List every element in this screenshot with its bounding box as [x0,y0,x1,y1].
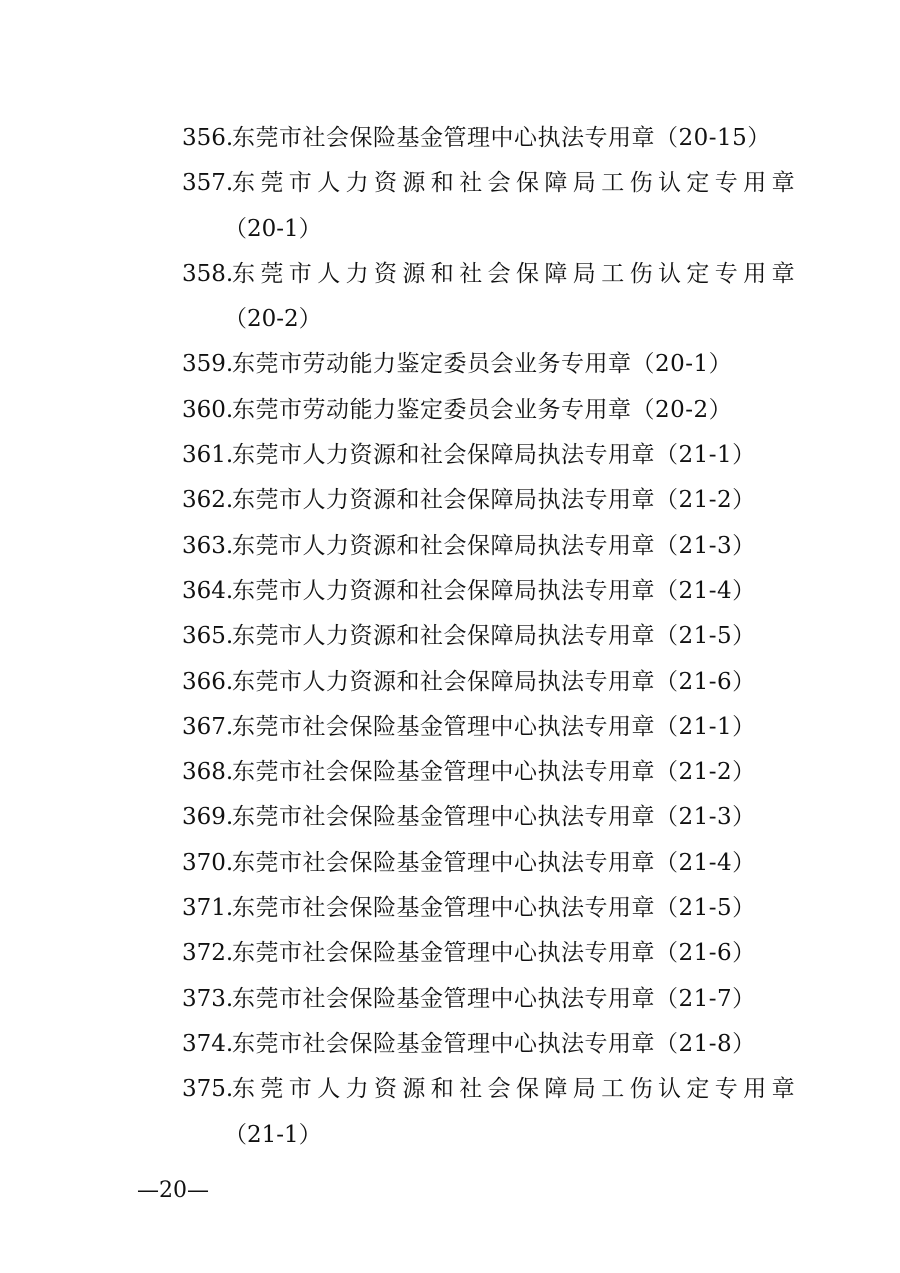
item-text: 东莞市人力资源和社会保障局执法专用章（21-2） [232,487,756,514]
item-text: 东莞市劳动能力鉴定委员会业务专用章（20-1） [232,351,733,378]
item-text: 东莞市人力资源和社会保障局执法专用章（21-3） [232,532,756,559]
item-text: 东莞市社会保险基金管理中心执法专用章（21-5） [232,895,756,922]
item-number: 368. [182,759,234,786]
item-text: 东莞市社会保险基金管理中心执法专用章（20-15） [232,125,771,151]
list-item [182,886,782,931]
item-number: 373. [182,985,234,1012]
list-item [182,388,782,433]
item-number: 356. [182,125,234,151]
list-item [182,116,782,161]
item-text: 东莞市社会保险基金管理中心执法专用章（21-7） [232,985,756,1012]
item-number: 367. [182,713,234,740]
item-number: 372. [182,940,234,967]
list-item [182,342,782,387]
item-number: 364. [182,577,234,604]
item-number: 375. [182,1076,234,1103]
item-text: 东莞市社会保险基金管理中心执法专用章（21-8） [232,1030,756,1057]
list-item [182,1022,782,1067]
list-item [182,478,782,523]
seal-list [182,116,800,1158]
item-text: 东莞市人力资源和社会保障局执法专用章（21-1） [232,442,756,469]
list-item-continuation: （20-2） [224,306,322,333]
item-number: 366. [182,668,234,695]
list-item [182,977,782,1022]
list-item [182,252,800,297]
list-item [182,750,782,795]
item-text: 东莞市人力资源和社会保障局执法专用章（21-5） [232,623,756,650]
item-number: 362. [182,487,234,514]
list-item [182,569,782,614]
item-text: 东莞市人力资源和社会保障局工伤认定专用章 [232,1076,800,1103]
list-item [182,614,782,659]
page-number: —20— [137,1178,209,1203]
list-item [182,795,782,840]
item-text: 东莞市人力资源和社会保障局工伤认定专用章 [232,260,800,287]
list-item [182,433,782,478]
list-item-continuation: （21-1） [224,1121,322,1148]
item-number: 374. [182,1030,234,1057]
item-number: 365. [182,623,234,650]
item-text: 东莞市社会保险基金管理中心执法专用章（21-1） [232,713,756,740]
list-item [182,524,782,569]
item-text: 东莞市社会保险基金管理中心执法专用章（21-2） [232,759,756,786]
item-number: 357. [182,170,234,197]
item-number: 370. [182,849,234,876]
item-text: 东莞市劳动能力鉴定委员会业务专用章（20-2） [232,396,733,423]
list-item [182,660,782,705]
item-number: 359. [182,351,234,378]
item-number: 361. [182,442,234,469]
list-item [182,931,782,976]
item-text: 东莞市社会保险基金管理中心执法专用章（21-4） [232,849,756,876]
list-item [182,1067,800,1112]
item-number: 369. [182,804,234,831]
item-text: 东莞市人力资源和社会保障局执法专用章（21-4） [232,577,756,604]
item-number: 358. [182,260,234,287]
list-item [182,705,782,750]
item-number: 371. [182,895,234,922]
item-text: 东莞市人力资源和社会保障局工伤认定专用章 [232,170,800,197]
item-text: 东莞市社会保险基金管理中心执法专用章（21-6） [232,940,756,967]
list-item [182,161,800,206]
list-item-continuation: （20-1） [224,215,322,242]
item-text: 东莞市人力资源和社会保障局执法专用章（21-6） [232,668,756,695]
item-number: 360. [182,396,234,423]
list-item [182,841,782,886]
item-number: 363. [182,532,234,559]
item-text: 东莞市社会保险基金管理中心执法专用章（21-3） [232,804,756,831]
